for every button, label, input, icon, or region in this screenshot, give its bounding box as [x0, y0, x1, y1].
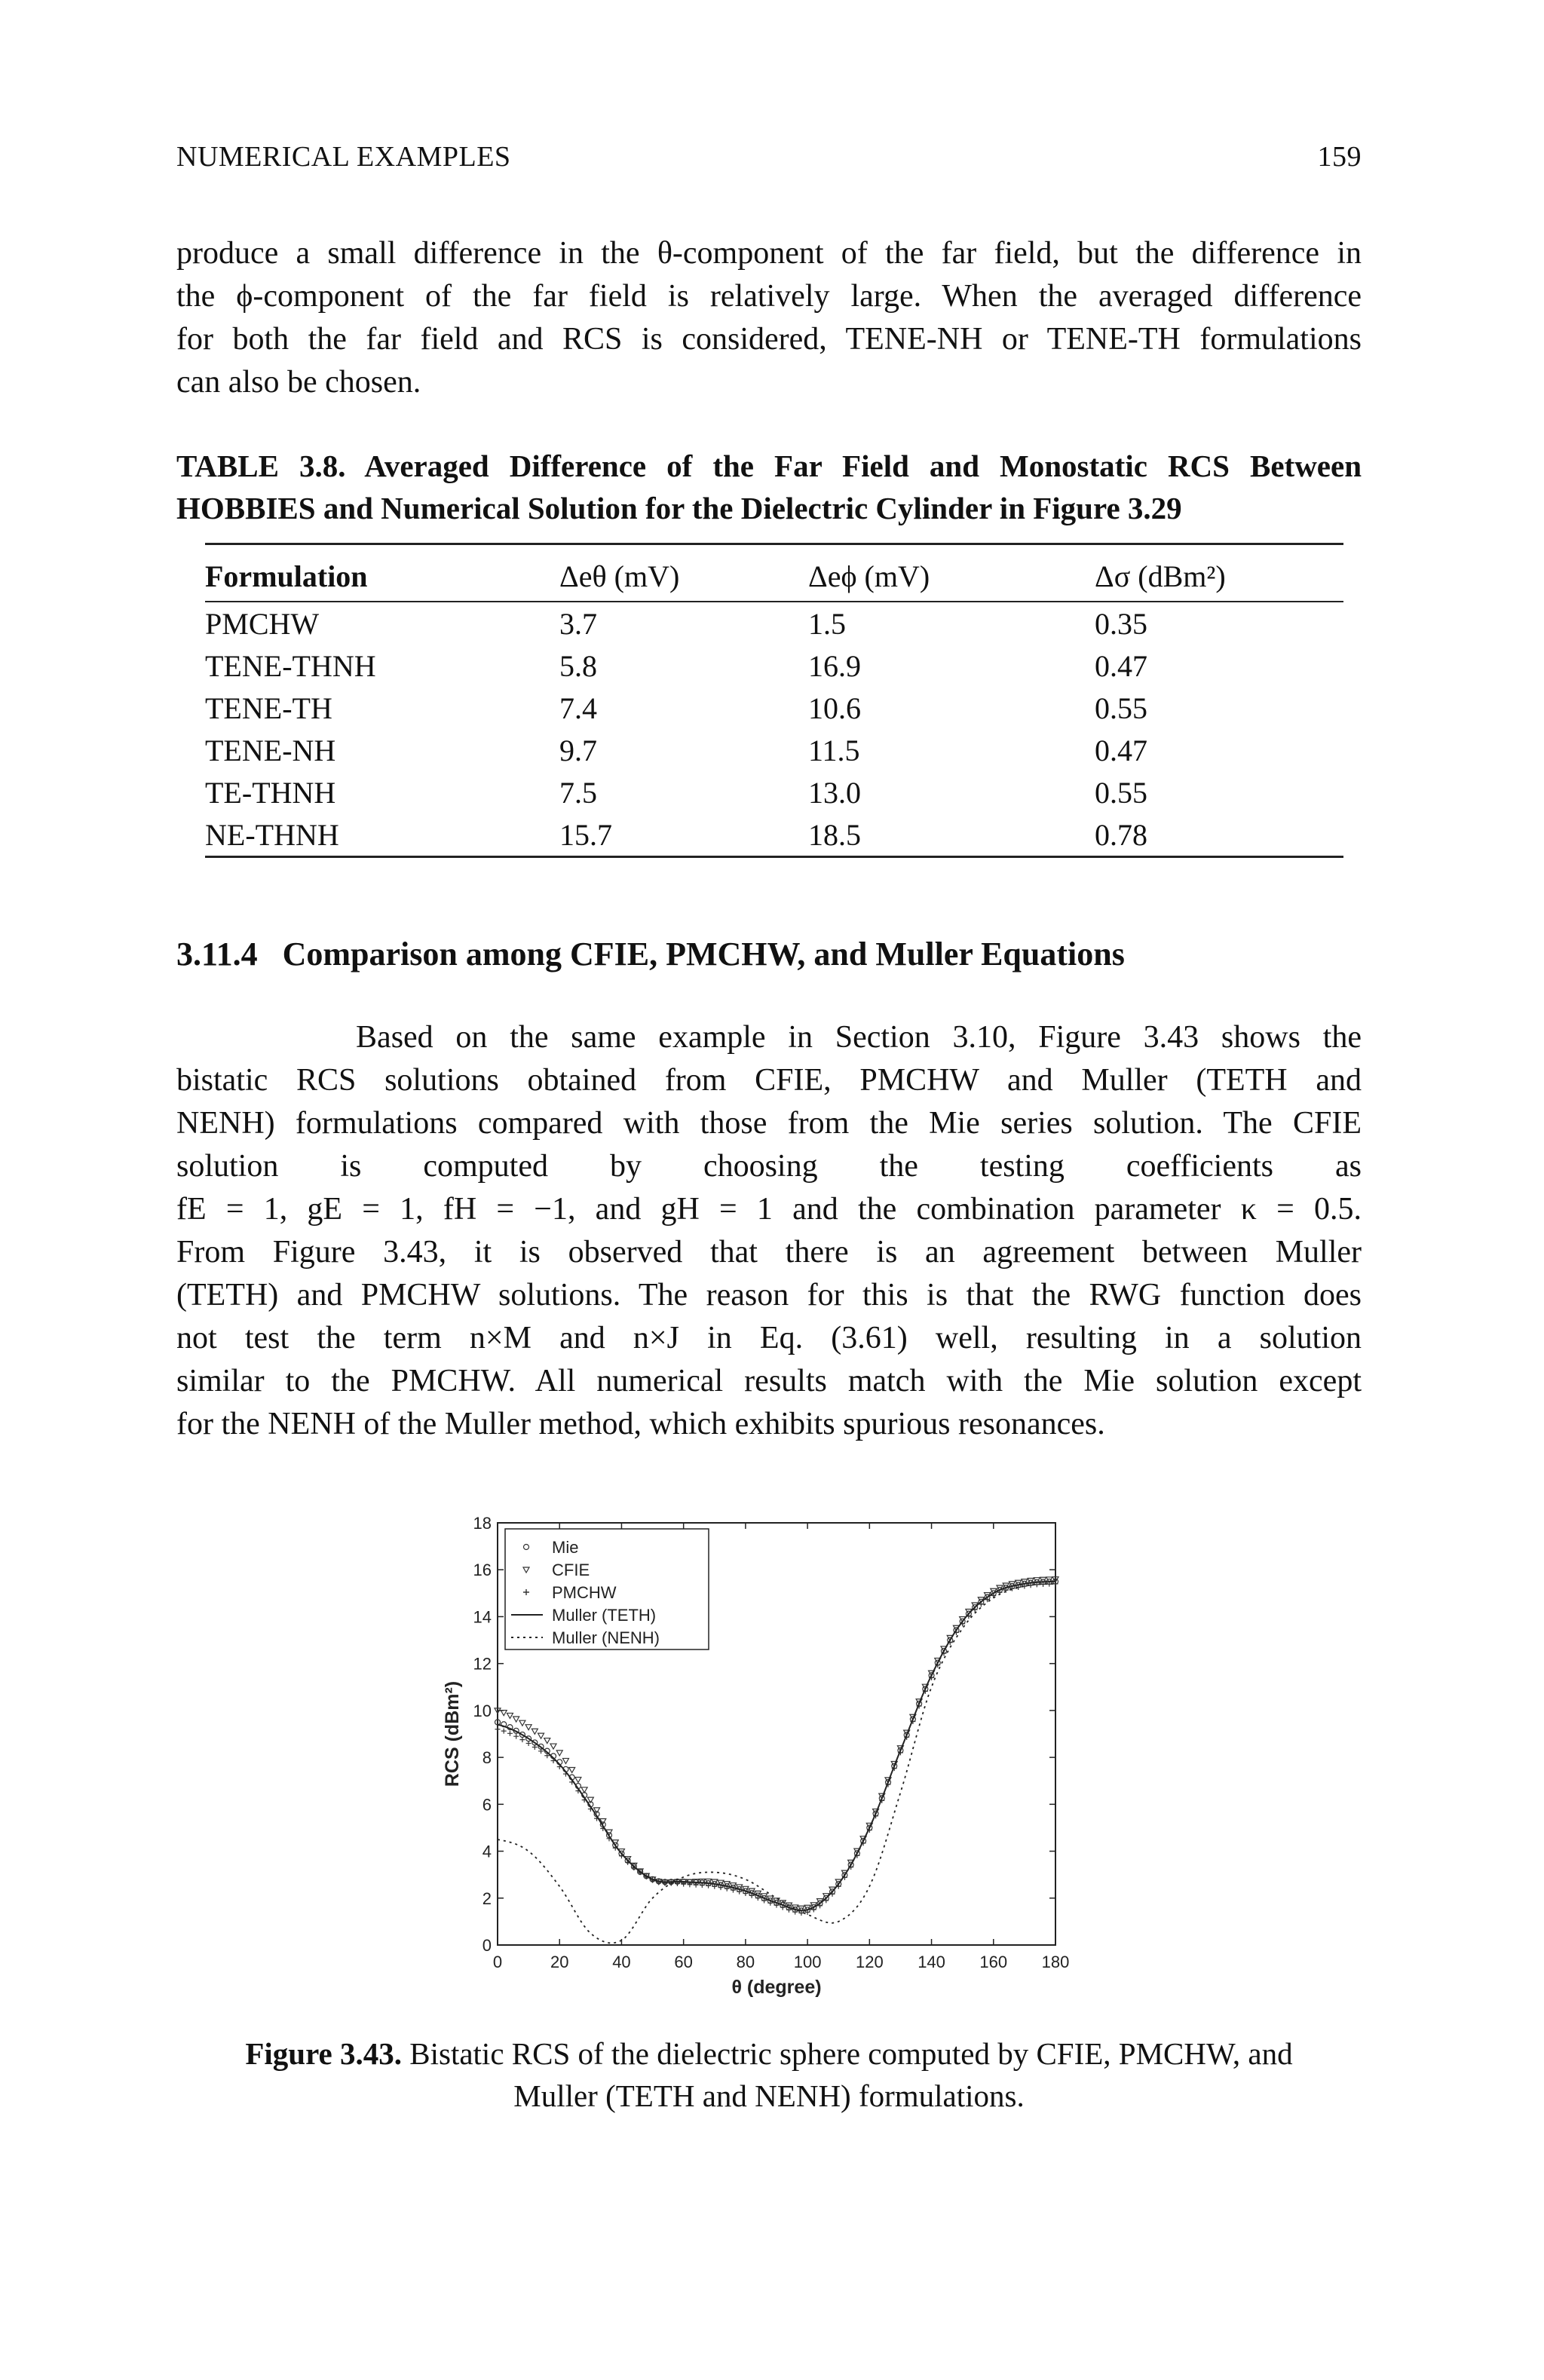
table-cell: 3.7: [559, 606, 597, 641]
body-line: (TETH) and PMCHW solutions. The reason for this is that the RWG function does: [176, 1278, 1362, 1313]
table-cell: 7.5: [559, 775, 597, 810]
table-cell: TE-THNH: [205, 775, 336, 810]
y-tick-label: 8: [482, 1748, 492, 1768]
table-cell: 0.78: [1095, 817, 1147, 852]
body-line: Based on the same example in Section 3.10, Figure 3.43 shows the: [176, 1020, 1362, 1055]
body-line: NENH) formulations compared with those from the Mie series solution. The CFIE: [176, 1106, 1362, 1141]
table-cell: TENE-THNH: [205, 648, 376, 683]
intro-paragraph: [176, 232, 1362, 404]
results-table: [205, 543, 1343, 858]
table-cell: 15.7: [559, 817, 612, 852]
y-tick-label: 18: [473, 1514, 492, 1533]
y-tick-label: 16: [473, 1561, 492, 1580]
table-cell: 1.5: [808, 606, 846, 641]
intro-line: for both the far field and RCS is considered, TENE-NH or TENE-TH formulations: [176, 322, 1362, 357]
intro-line: can also be chosen.: [176, 365, 421, 400]
table-row: [205, 602, 1343, 645]
table-cell: PMCHW: [205, 606, 320, 641]
y-tick-label: 14: [473, 1607, 492, 1627]
table-cell: 0.47: [1095, 733, 1147, 767]
table-caption: [176, 445, 1362, 529]
table-cell: 0.35: [1095, 606, 1147, 641]
x-tick-label: 160: [979, 1953, 1008, 1971]
legend-label: Muller (NENH): [552, 1628, 660, 1647]
table-cell: 18.5: [808, 817, 861, 852]
legend-label: Mie: [552, 1538, 579, 1557]
y-tick-label: 6: [482, 1795, 492, 1815]
table-row: [205, 813, 1343, 857]
figure-caption-label: Figure 3.43.: [245, 2036, 402, 2071]
column-header: Δeϕ (mV): [808, 559, 930, 593]
x-tick-label: 80: [736, 1953, 755, 1971]
x-tick-label: 120: [855, 1953, 884, 1971]
table-cell: TENE-NH: [205, 733, 336, 767]
x-tick-label: 40: [612, 1953, 631, 1971]
table-caption-line: HOBBIES and Numerical Solution for the Dielectric Cylinder in Figure 3.29: [176, 491, 1182, 525]
column-header: Formulation: [205, 559, 368, 593]
table-cell: 16.9: [808, 648, 861, 683]
legend-label: PMCHW: [552, 1583, 617, 1602]
y-tick-label: 12: [473, 1654, 492, 1674]
table-cell: 13.0: [808, 775, 861, 810]
figure-caption: [176, 2032, 1362, 2117]
x-tick-label: 140: [918, 1953, 945, 1971]
rcs-chart: [422, 1508, 1101, 2005]
x-tick-label: 20: [550, 1953, 569, 1971]
figure-caption-text: Muller (TETH and NENH) formulations.: [513, 2078, 1025, 2113]
table-cell: 11.5: [808, 733, 860, 767]
column-header: Δσ (dBm²): [1095, 559, 1226, 593]
y-tick-label: 10: [473, 1701, 492, 1720]
y-tick-label: 2: [482, 1888, 492, 1908]
table-cell: 0.55: [1095, 775, 1147, 810]
x-tick-label: 60: [674, 1953, 693, 1971]
y-axis-label: RCS (dBm²): [442, 1680, 463, 1787]
x-tick-label: 0: [492, 1953, 503, 1971]
table-caption-line: TABLE 3.8. Averaged Difference of the Far Field and Monostatic RCS Between: [176, 449, 1362, 483]
body-line: From Figure 3.43, it is observed that there is an agreement between Muller: [176, 1235, 1362, 1270]
table-cell: 5.8: [559, 648, 597, 683]
body-line: bistatic RCS solutions obtained from CFIE, PMCHW and Muller (TETH and: [176, 1063, 1362, 1098]
table-cell: 0.47: [1095, 648, 1147, 683]
body-paragraph: [176, 1016, 1362, 1446]
table-row: [205, 771, 1343, 813]
intro-line: produce a small difference in the θ-component of the far field, but the difference in: [176, 236, 1362, 271]
x-tick-label: 100: [793, 1953, 822, 1971]
table-row: [205, 729, 1343, 771]
running-title: NUMERICAL EXAMPLES: [176, 141, 511, 173]
legend-label: CFIE: [552, 1561, 590, 1579]
rcs-chart-svg: [422, 1508, 1101, 2005]
table-cell: 10.6: [808, 691, 861, 725]
column-header: Δeθ (mV): [559, 559, 680, 593]
table-cell: 9.7: [559, 733, 597, 767]
body-line: solution is computed by choosing the testing coefficients as: [176, 1149, 1362, 1184]
x-tick-label: 180: [1041, 1953, 1070, 1971]
x-axis-label: θ (degree): [731, 1977, 822, 1998]
intro-line: the ϕ-component of the far field is relatively large. When the averaged difference: [176, 279, 1362, 314]
section-heading: 3.11.4 Comparison among CFIE, PMCHW, and Muller Equations: [176, 936, 1125, 973]
table-cell: TENE-TH: [205, 691, 332, 725]
table-row: [205, 687, 1343, 729]
legend-label: Muller (TETH): [552, 1606, 657, 1625]
figure-caption-text: Bistatic RCS of the dielectric sphere computed by CFIE, PMCHW, and: [402, 2036, 1293, 2071]
body-line: similar to the PMCHW. All numerical results match with the Mie solution except: [176, 1364, 1362, 1398]
table-header-row: [205, 544, 1343, 602]
body-line: not test the term n×M and n×J in Eq. (3.61) well, resulting in a solution: [176, 1321, 1362, 1355]
y-tick-label: 0: [482, 1936, 492, 1955]
y-tick-label: 4: [482, 1842, 492, 1861]
table-row: [205, 645, 1343, 687]
table-cell: NE-THNH: [205, 817, 339, 852]
page-number: 159: [1317, 141, 1362, 173]
table-cell: 0.55: [1095, 691, 1147, 725]
body-line: for the NENH of the Muller method, which exhibits spurious resonances.: [176, 1407, 1105, 1441]
table-cell: 7.4: [559, 691, 597, 725]
body-line: fE = 1, gE = 1, fH = −1, and gH = 1 and the combination parameter κ = 0.5.: [176, 1192, 1362, 1227]
